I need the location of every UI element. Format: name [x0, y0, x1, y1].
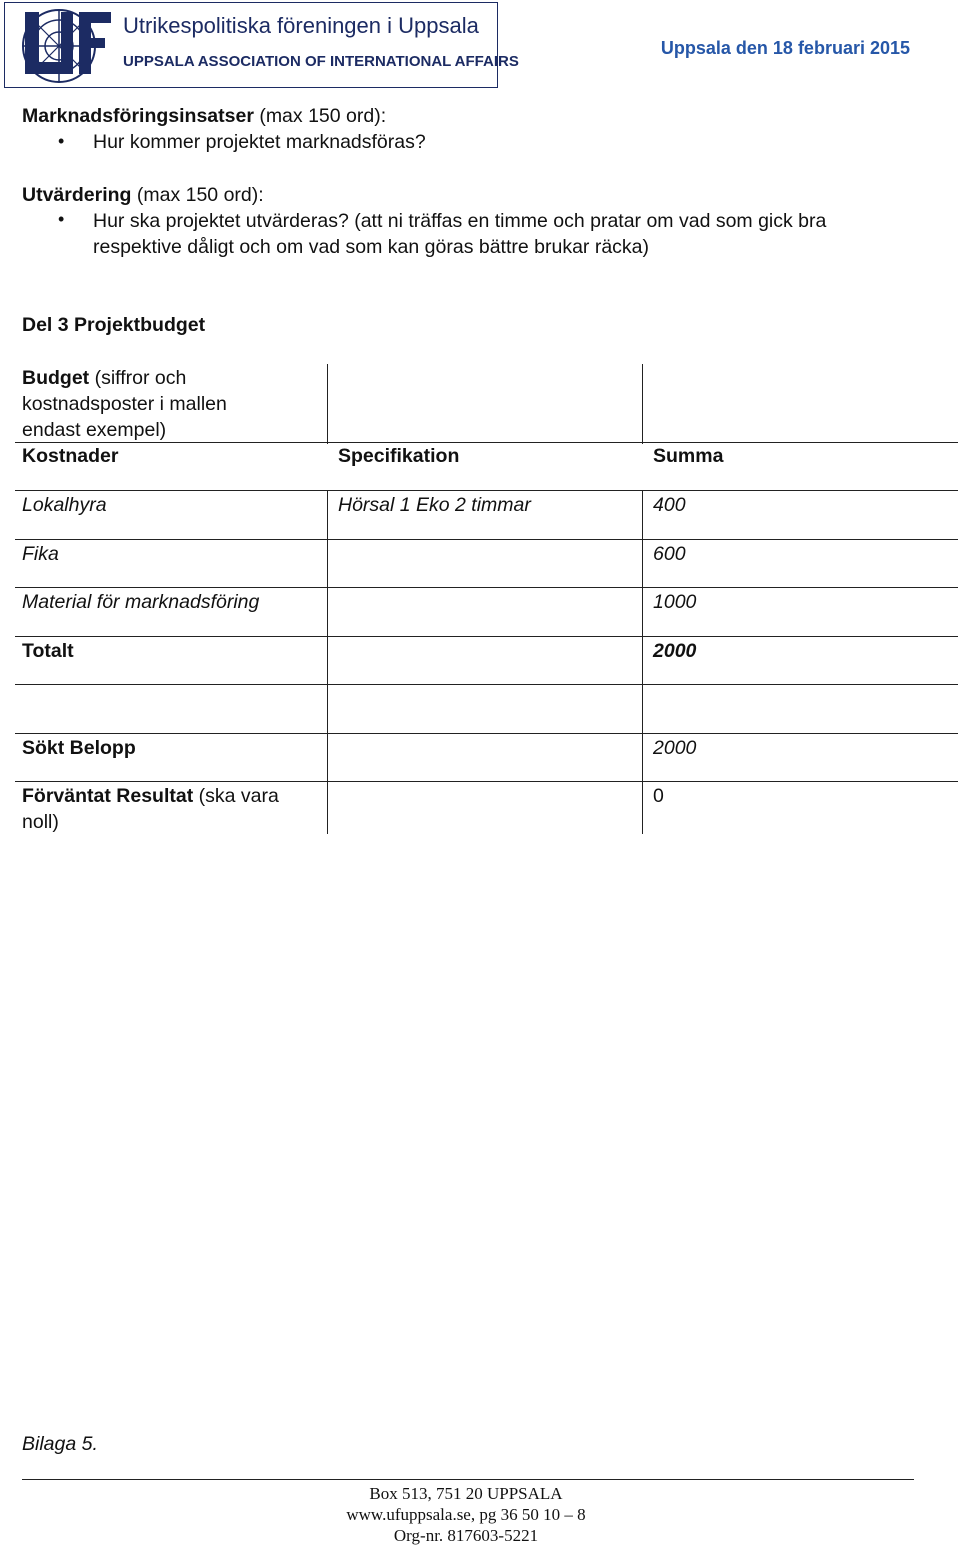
evaluation-heading-bold: Utvärdering — [22, 184, 132, 206]
budget-intro-line1 — [22, 365, 186, 391]
sokt-belopp-label: Sökt Belopp — [22, 737, 136, 759]
column-divider — [642, 364, 643, 444]
letter-date: Uppsala den 18 februari 2015 — [660, 38, 910, 58]
org-name-english: UPPSALA ASSOCIATION OF INTERNATIONAL AFFAIRS — [123, 53, 519, 70]
uf-globe-logo-icon — [19, 6, 119, 86]
header-summa: Summa — [653, 445, 724, 467]
evaluation-bullet-line2: respektive dåligt och om vad som kan göras bättre brukar räcka) — [93, 236, 650, 258]
row-divider — [15, 733, 958, 734]
section-title: Del 3 Projektbudget — [22, 314, 206, 336]
header-specifikation: Specifikation — [338, 445, 460, 467]
resultat-value: 0 — [653, 785, 664, 807]
resultat-label-line2: noll) — [22, 811, 59, 833]
budget-intro-rest: (siffror och — [89, 367, 187, 389]
row-divider — [15, 684, 958, 685]
resultat-label-line1 — [22, 783, 279, 809]
header-kostnader: Kostnader — [22, 445, 119, 467]
row-divider — [15, 587, 958, 588]
budget-intro-line3: endast exempel) — [22, 419, 167, 441]
evaluation-bullet-line1: Hur ska projektet utvärderas? (att ni träffas en timme och pratar om vad som gick bra — [93, 210, 827, 232]
row-summa: 400 — [653, 494, 686, 516]
column-divider — [327, 490, 328, 834]
budget-table — [15, 364, 958, 836]
row-divider — [15, 539, 958, 540]
total-label: Totalt — [22, 640, 74, 662]
total-value: 2000 — [653, 640, 697, 662]
marketing-heading — [22, 103, 386, 129]
row-kostnad: Material för marknadsföring — [22, 591, 260, 613]
footer-address: Box 513, 751 20 UPPSALA — [369, 1484, 563, 1503]
marketing-heading-rest: (max 150 ord): — [253, 105, 387, 127]
evaluation-heading-rest: (max 150 ord): — [131, 184, 264, 206]
budget-intro-bold: Budget — [22, 367, 90, 389]
org-name-swedish: Utrikespolitiska föreningen i Uppsala — [123, 13, 479, 38]
budget-intro-line2: kostnadsposter i mallen — [22, 393, 227, 415]
resultat-bold: Förväntat Resultat — [22, 785, 194, 807]
marketing-heading-bold: Marknadsföringsinsatser — [22, 105, 254, 127]
evaluation-heading — [22, 182, 264, 208]
bullet-icon: • — [58, 209, 65, 229]
row-divider — [15, 490, 958, 491]
footer-org-nr: Org-nr. 817603-5221 — [393, 1526, 539, 1545]
row-divider — [15, 781, 958, 782]
sokt-belopp-value: 2000 — [653, 737, 697, 759]
row-summa: 1000 — [653, 591, 697, 613]
footer-divider — [22, 1479, 914, 1480]
letterhead — [4, 2, 519, 88]
attachment-label: Bilaga 5. — [22, 1433, 98, 1455]
row-kostnad: Lokalhyra — [22, 494, 107, 516]
row-spec: Hörsal 1 Eko 2 timmar — [338, 494, 531, 516]
column-divider — [642, 490, 643, 834]
column-divider — [327, 364, 328, 444]
row-divider — [15, 636, 958, 637]
footer-web: www.ufuppsala.se, pg 36 50 10 – 8 — [346, 1505, 586, 1524]
resultat-rest: (ska vara — [193, 785, 279, 807]
row-kostnad: Fika — [22, 543, 59, 565]
row-summa: 600 — [653, 543, 686, 565]
bullet-icon: • — [58, 131, 65, 151]
marketing-bullet: Hur kommer projektet marknadsföras? — [93, 131, 426, 153]
